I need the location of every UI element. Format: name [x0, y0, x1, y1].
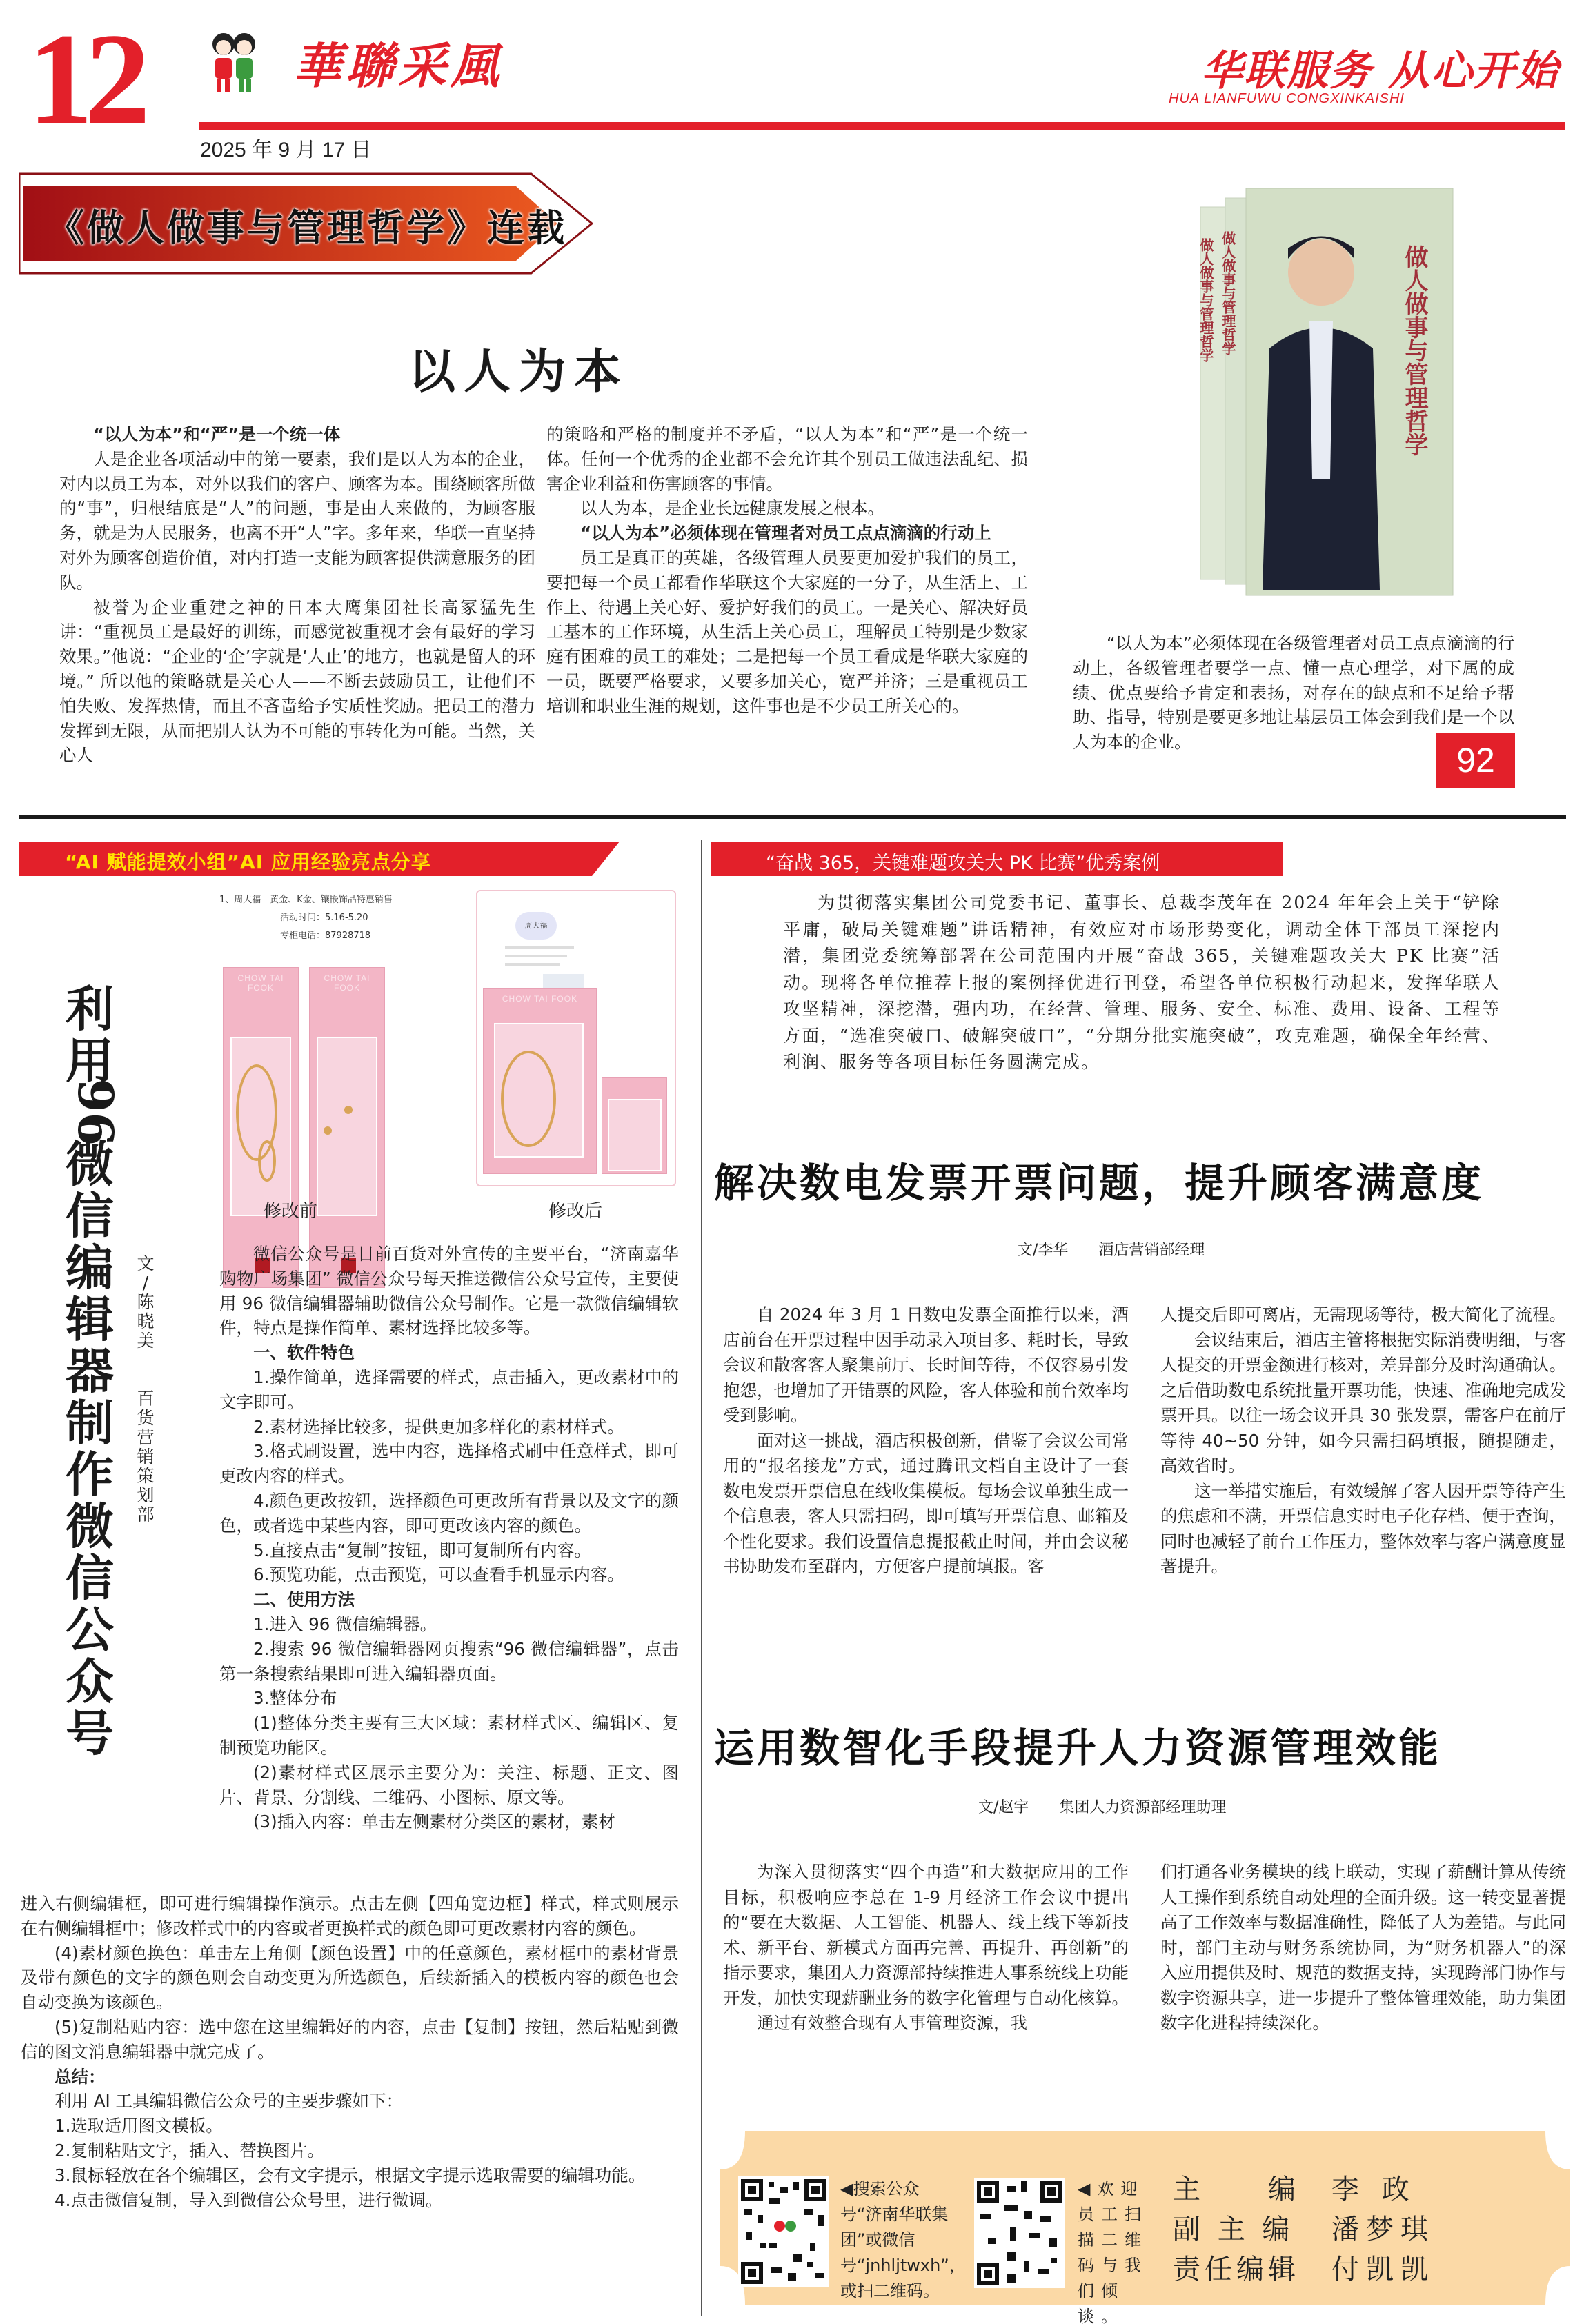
paragraph: 们打通各业务模块的线上联动，实现了薪酬计算从传统人工操作到系统自动处理的全面升级。这一转变显著提高了工作效率与数据准确性，降低了人为差错。与此同时，部门主动与财务系统协同，为“财务机器人”的深入应用提供及时、规范的数据支持，实现跨部门协作与数字资源共享，进一步提升了整体管理效能，助力集团数字化进程持续深化。	[1160, 1862, 1566, 2033]
mockup-after: 周大福 CHOW TAI FOOK	[476, 890, 676, 1186]
masthead-rule	[199, 122, 1565, 130]
paragraph: 1.选取适用图文模板。	[55, 2116, 223, 2136]
paragraph: 这一举措实施后，有效缓解了客人因开票等待产生的焦虑和不满，开票信息实时电子化存档、便于查询，同时也减轻了前台工作压力，整体效率与客户满意度显著提升。	[1160, 1480, 1566, 1576]
paragraph: 面对这一挑战，酒店积极创新，借鉴了会议公司常用的“报名接龙”方式，通过腾讯文档自主设计了一套数电发票开票信息在线收集模板。每场会议单独生成一个信息表，客人只需扫码，即可填写开票信息、邮箱及个性化要求。我们设置信息提报截止时间，并由会议秘书协助发布至群内，方便客户提前填报。客	[723, 1430, 1129, 1576]
subhead: “以人为本”必须体现在管理者对员工点点滴滴的行动上	[580, 523, 991, 544]
series-banner-text: 《做人做事与管理哲学》连载	[47, 206, 567, 250]
paragraph: 被誉为企业重建之神的日本大鹰集团社长高冢猛先生讲：“重视员工是最好的训练，而感觉被重视才会有最好的学习效果。”他说：“企业的‘企’字就是‘人止’的地方，也就是留人的环境。” 所以他的策略就是关心人——不断去鼓励员工，让他们不怕失败、发挥热情，而且不吝啬给予实质性奖励。把员工的潜力发挥到无限，从而把别人认为不可能的事转化为可能。当然，关心人	[59, 597, 535, 766]
paragraph: (2)素材样式区展示主要分为：关注、标题、正文、图片、背景、分割线、二维码、小图标、原文等。	[219, 1762, 679, 1807]
paragraph: 2.复制粘贴文字，插入、替换图片。	[55, 2140, 324, 2161]
column-divider	[701, 840, 702, 2316]
paragraph: 进入右侧编辑框，即可进行编辑操作演示。点击左侧【四角宽边框】样式，样式则展示在右侧编辑框中；修改样式中的内容或者更换样式的颜色即可更改素材内容的颜色。	[21, 1894, 679, 1938]
paragraph: 以人为本，是企业长远健康发展之根本。	[580, 498, 884, 519]
paragraph: 2.搜索 96 微信编辑器网页搜索“96 微信编辑器”，点击第一条搜索结果即可进入编辑器页面。	[219, 1638, 679, 1684]
editor-credits	[1173, 2169, 1435, 2290]
paragraph: 4.颜色更改按钮，选择颜色可更改所有背景以及文字的颜色，或者选中某些内容，即可更改该内容的颜色。	[219, 1490, 679, 1536]
paragraph: 4.点击微信复制，导入到微信公众号里，进行微调。	[55, 2189, 443, 2210]
paragraph: 员工是真正的英雄，各级管理人员要更加爱护我们的员工，要把每一个员工都看作华联这个大家庭的一分子，从生活上、工作上、待遇上关心好、爱护好我们的员工。一是关心、解决好员工基本的工作环境，从生活上关心员工，理解员工特别是少数家庭有困难的员工的难处；二是把每一个员工看成是华联大家庭的一员，既要严格要求，又要多加关心，宽严并济；三是重视员工培训和职业生涯的规划，这件事也是不少员工所关心的。	[546, 547, 1028, 716]
masthead-title: 華聯采風	[293, 37, 503, 95]
paragraph: 利用 AI 工具编辑微信公众号的主要步骤如下：	[55, 2091, 404, 2112]
series-column-2	[546, 422, 1028, 719]
caption-before: 修改前	[264, 1201, 318, 1222]
invoice-article-column-1	[723, 1302, 1129, 1580]
editor-name: 李 政	[1331, 2174, 1416, 2205]
ai-article-body-wide	[21, 1891, 679, 2212]
issue-date: 2025 年 9 月 17 日	[200, 139, 372, 161]
subhead: 一、软件特色	[253, 1342, 355, 1363]
wechat-qr-code-icon[interactable]	[738, 2176, 829, 2287]
slogan-pinyin: HUA LIANFUWU CONGXINKAISHI	[1169, 91, 1405, 106]
svg-text:做人做事与管理哲学: 做人做事与管理哲学	[1400, 245, 1428, 456]
hr-article-column-1	[723, 1860, 1129, 2036]
paragraph: 微信公众号是目前百货对外宣传的主要平台，“济南嘉华购物广场集团” 微信公众号每天推送微信公众号宣传，主要使用 96 微信编辑器辅助微信公众号制作。它是一款微信编辑软件，特点是操作简单、素材选择比较多等。	[219, 1244, 679, 1338]
paragraph: (4)素材颜色换色：单击左上角侧【颜色设置】中的任意颜色，素材框中的素材背景及带有颜色的文字的颜色则会自动变更为所选颜色，后续新插入的模板内容的颜色也会自动变换为该颜色。	[21, 1943, 679, 2013]
pk-section-intro	[783, 890, 1501, 1076]
editor-row	[1173, 2249, 1435, 2290]
editor-row	[1173, 2169, 1435, 2209]
slogan: 华联服务 从心开始	[1201, 47, 1559, 95]
page-number: 12	[28, 7, 142, 152]
paragraph: 3.鼠标轻放在各个编辑区，会有文字提示，根据文字提示选取需要的编辑功能。	[55, 2165, 646, 2185]
book-cover-photo	[1111, 176, 1552, 617]
paragraph: 为贯彻落实集团公司党委书记、董事长、总裁李茂年在 2024 年年会上关于“铲除平庸，破局关键难题”讲话精神，有效应对市场形势变化，调动全体干部员工深挖内潜，集团党委统筹部署在公司范围内开展“奋战 365，关键难题攻关大 PK 比赛”活动。现将各单位推荐上报的案例择优进行刊登，希望各单位积极行动起来，发挥华联人攻坚精神，深挖潜，强内功，在经营、管理、服务、安全、标准、费用、设备、工程等方面，“选准突破口、破解突破口”，“分期分批实施突破”，攻克难题，确保全年经营、利润、服务等各项目标任务圆满完成。	[783, 893, 1501, 1072]
qr1-instruction: ◀搜索公众号“济南华联集团”或微信号“jnhljtwxh”，或扫二维码。	[840, 2179, 966, 2301]
feedback-qr-code-icon[interactable]	[974, 2178, 1065, 2288]
paragraph: 2.素材选择比较多，提供更加多样化的素材样式。	[253, 1416, 624, 1437]
editor-role: 责任编辑	[1173, 2254, 1300, 2285]
paragraph: “以人为本”必须体现在各级管理者对员工点点滴滴的行动上，各级管理者要学一点、懂一点心理学，对下属的成绩、优点要给予肯定和表扬，对存在的缺点和不足给予帮助、指导，特别是要更多地让基层员工体会到我们是一个以人为本的企业。	[1073, 633, 1514, 753]
paragraph: 3.整体分布	[253, 1688, 337, 1709]
editor-name: 潘梦琪	[1331, 2214, 1435, 2245]
qr2-instruction: ◀欢迎员工扫描二维码与我们倾谈。	[1078, 2179, 1148, 2324]
paragraph: 为深入贯彻落实“四个再造”和大数据应用的工作目标，积极响应李总在 1-9 月经济工作会议中提出的“要在大数据、人工智能、机器人、线上线下等新技术、新平台、新模式方面再完善、再提升、再创新”的指示要求，集团人力资源部持续推进人事系统线上功能开发，加快实现薪酬业务的数字化管理与自动化核算。	[723, 1862, 1129, 2008]
series-banner	[19, 172, 593, 276]
paragraph: (1)整体分类主要有三大区域：素材样式区、编辑区、复制预览功能区。	[219, 1713, 679, 1758]
article-title: 以人为本	[408, 344, 630, 399]
editor-role: 主 编	[1173, 2174, 1300, 2205]
ai-article-body	[219, 1242, 679, 1834]
paragraph: 人是企业各项活动中的第一要素，我们是以人为本的企业，对内以员工为本，对外以我们的客户、顾客为本。围绕顾客所做的“事”，归根结底是“人”的问题，事是由人来做的，为顾客服务，就是为人民服务，也离不开“人”字。多年来，华联一直坚持对外为顾客创造价值，对内打造一支能为顾客提供满意服务的团队。	[59, 448, 535, 593]
subhead: 总结：	[55, 2066, 106, 2087]
hr-article-title: 运用数智化手段提升人力资源管理效能	[714, 1725, 1442, 1771]
caption-after: 修改后	[548, 1201, 603, 1222]
pk-section-banner-text: “奋战 365，关键难题攻关大 PK 比赛”优秀案例	[766, 853, 1160, 874]
editor-row	[1173, 2209, 1435, 2249]
svg-text:做人做事与管理哲学: 做人做事与管理哲学	[1198, 238, 1214, 362]
subhead: 二、使用方法	[253, 1589, 355, 1610]
paragraph: 5.直接点击“复制”按钮，即可复制所有内容。	[253, 1540, 591, 1560]
editor-role: 副 主 编	[1173, 2214, 1294, 2245]
pk-section-banner	[711, 842, 1283, 876]
installment-number-badge: 92	[1436, 733, 1515, 788]
ai-article-vertical-title: 利 用 96 微 信 编 辑 器 制 作 微 信 公 众 号	[66, 980, 125, 1762]
paragraph: 3.格式刷设置，选中内容，选择格式刷中任意样式，即可更改内容的样式。	[219, 1441, 679, 1487]
paragraph: 通过有效整合现有人事管理资源，我	[757, 2013, 1027, 2033]
paragraph: 自 2024 年 3 月 1 日数电发票全面推行以来，酒店前台在开票过程中因手动录入项目多、耗时长，导致会议和散客客人聚集前厅、长时间等待，不仅容易引发抱怨，也增加了开错票的风险，客人体验和前台效率均受到影响。	[723, 1304, 1129, 1425]
hr-article-byline: 文/赵宇 集团人力资源部经理助理	[978, 1799, 1227, 1816]
paragraph: 的策略和严格的制度并不矛盾，“以人为本”和“严”是一个统一体。任何一个优秀的企业都不会允许其个别员工做违法乱纪、损害企业利益和伤害顾客的事情。	[546, 424, 1028, 494]
ai-section-banner	[19, 842, 620, 876]
paragraph: (5)复制粘贴内容：选中您在这里编辑好的内容，点击【复制】按钮，然后粘贴到微信的图文消息编辑器中就完成了。	[21, 2016, 679, 2062]
section-divider	[19, 815, 1566, 819]
mockup-before: 1、周大福 黄金、K金、镶嵌饰品特惠销售 活动时间：5.16-5.20 专柜电话：87928718 CHOW TAI FOOK CHOW TAI FOOK	[219, 891, 419, 1209]
paragraph: 1.操作简单，选择需要的样式，点击插入，更改素材中的文字即可。	[219, 1367, 679, 1412]
invoice-article-title: 解决数电发票开票问题，提升顾客满意度	[714, 1160, 1485, 1206]
paragraph: 1.进入 96 微信编辑器。	[253, 1613, 437, 1634]
paragraph: 人提交后即可离店，无需现场等待，极大简化了流程。	[1160, 1304, 1566, 1324]
svg-text:做人做事与管理哲学: 做人做事与管理哲学	[1220, 231, 1236, 355]
subhead: “以人为本”和“严”是一个统一体	[93, 424, 341, 444]
ai-section-banner-text: “AI 赋能提效小组”AI 应用经验亮点分享	[65, 851, 431, 873]
paragraph: 会议结束后，酒店主管将根据实际消费明细，与客人提交的开票金额进行核对，差异部分及时沟通确认。之后借助数电系统批量开票功能，快速、准确地完成发票开具。以往一场会议开具 30 张发票，需客户在前厅等待 40~50 分钟，如今只需扫码填报，随提随走，高效省时。	[1160, 1329, 1566, 1476]
ai-article-byline: 文 / 陈 晓 美 百 货 营 销 策 划 部	[137, 1253, 155, 1524]
invoice-article-column-2	[1160, 1302, 1566, 1580]
paragraph: (3)插入内容：单击左侧素材分类区的素材，素材	[253, 1811, 615, 1832]
paragraph: 6.预览功能，点击预览，可以查看手机显示内容。	[253, 1565, 624, 1585]
invoice-article-byline: 文/李华 酒店营销部经理	[1018, 1242, 1205, 1259]
footer-info-box	[717, 2128, 1573, 2324]
series-column-1	[59, 422, 535, 768]
editor-name: 付凯凯	[1331, 2254, 1435, 2285]
hr-article-column-2	[1160, 1860, 1566, 2036]
mascot-logo-icon	[207, 29, 262, 95]
